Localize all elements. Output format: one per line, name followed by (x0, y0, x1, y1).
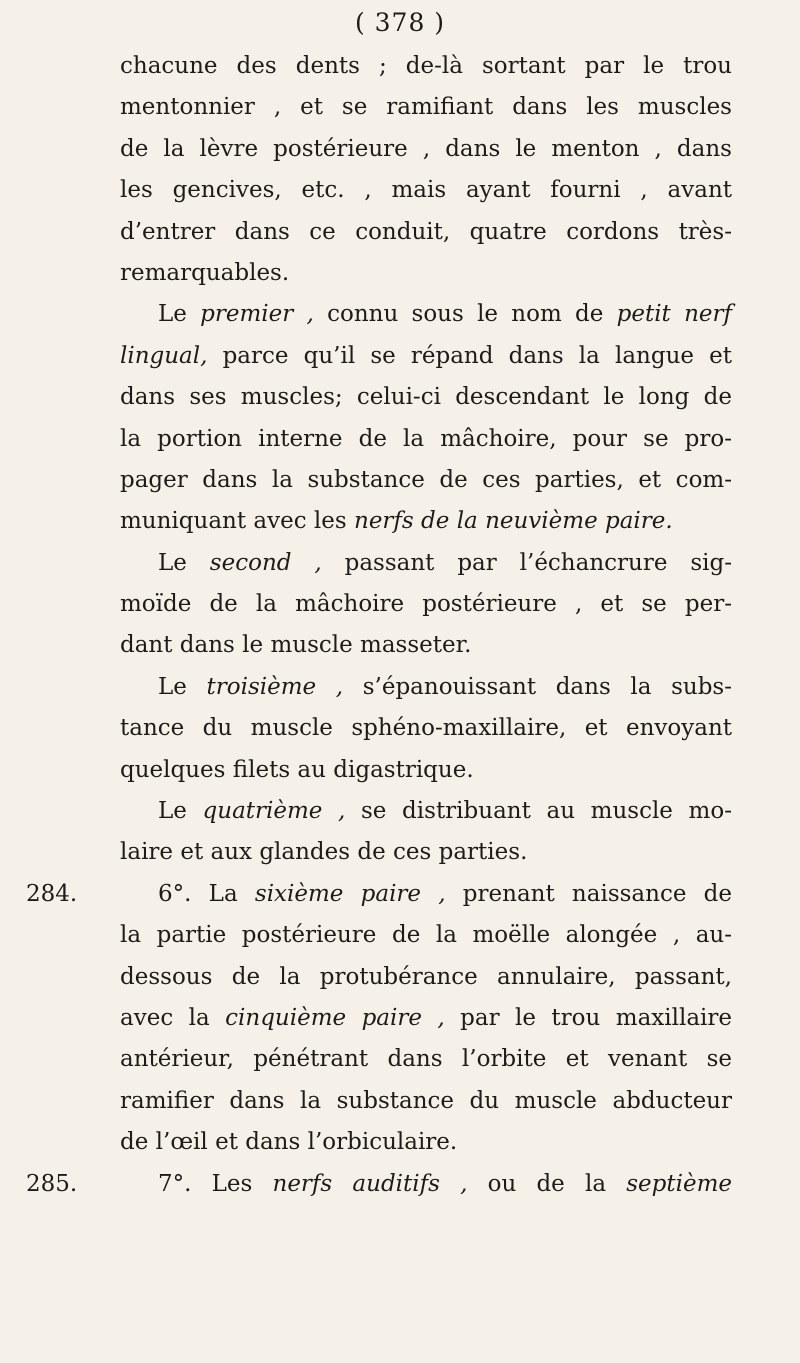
text-line (120, 791, 732, 832)
text-line (120, 957, 732, 998)
page-number: ( 378 ) (354, 8, 446, 37)
italic-text: cinquième paire , (225, 1004, 445, 1031)
italic-text: lingual, (120, 342, 208, 369)
italic-text: quatrième , (202, 798, 346, 825)
text-run: mentonnier , et se ramifiant dans les muscles (120, 94, 732, 121)
text-line (120, 377, 732, 418)
text-line (26, 1164, 733, 1205)
text-run: par le trou maxillaire (444, 1004, 733, 1031)
text-line (120, 667, 732, 708)
text-line (120, 294, 732, 335)
text-line (120, 998, 732, 1039)
text-run: moïde de la mâchoire postérieure , et se per- (120, 591, 732, 618)
text-line (120, 460, 732, 501)
text-line (120, 129, 732, 170)
text-line (120, 625, 732, 666)
text-line (26, 874, 733, 915)
text-run: quelques filets au digastrique. (120, 756, 474, 783)
text-run: muniquant avec les (120, 508, 354, 535)
text-line (120, 1081, 732, 1122)
text-line (120, 253, 732, 294)
text-line (120, 584, 732, 625)
paragraph-number: 285. (26, 1170, 78, 1197)
italic-text: nerfs auditifs , (272, 1170, 468, 1197)
text-run: de l’œil et dans l’orbiculaire. (120, 1129, 458, 1156)
text-run: la portion interne de la mâchoire, pour se pro- (120, 425, 732, 452)
text-run: d’entrer dans ce conduit, quatre cordons très- (120, 218, 732, 245)
text-run: ramifier dans la substance du muscle abducteur (120, 1087, 732, 1114)
text-run: antérieur, pénétrant dans l’orbite et venant se (120, 1046, 732, 1073)
text-run: 6°. La (158, 880, 255, 907)
text-line (120, 1122, 732, 1163)
text-run: Le (158, 301, 201, 328)
text-line (120, 708, 732, 749)
text-line (120, 1039, 732, 1080)
text-run: s’épanouissant dans la subs- (343, 673, 732, 700)
italic-text: petit nerf (616, 301, 732, 328)
text-line (120, 501, 732, 542)
text-line (120, 832, 732, 873)
text-run: ou de la (467, 1170, 627, 1197)
text-run: tance du muscle sphéno-maxillaire, et envoyant (120, 715, 732, 742)
text-run: Le (158, 798, 203, 825)
text-run: remarquables. (120, 259, 290, 286)
italic-text: premier , (200, 301, 314, 328)
text-run: passant par l’échancrure sig- (321, 549, 732, 576)
text-line (120, 915, 732, 956)
body-text (26, 46, 733, 1205)
text-run: Le (158, 673, 207, 700)
text-run: pager dans la substance de ces parties, et com- (120, 466, 732, 493)
text-line (120, 543, 732, 584)
italic-text: troisième , (206, 673, 344, 700)
text-line (120, 419, 732, 460)
text-line (120, 46, 732, 87)
paragraph-number: 284. (26, 880, 78, 907)
text-run: la partie postérieure de la moëlle alongée , au- (120, 922, 732, 949)
text-line (120, 750, 732, 791)
text-line (120, 212, 732, 253)
text-run: dant dans le muscle masseter. (120, 632, 472, 659)
text-run: de la lèvre postérieure , dans le menton , dans (120, 135, 732, 162)
text-run: chacune des dents ; de-là sortant par le trou (120, 53, 732, 79)
text-run: se distribuant au muscle mo- (345, 798, 732, 825)
text-run: connu sous le nom de (313, 301, 617, 328)
text-run: dessous de la protubérance annulaire, passant, (120, 963, 732, 990)
text-run: prenant naissance de (445, 880, 733, 907)
italic-text: second , (209, 549, 322, 576)
text-run: dans ses muscles; celui-ci descendant le long de (120, 384, 732, 411)
text-run: laire et aux glandes de ces parties. (120, 839, 528, 866)
italic-text: septième (626, 1170, 733, 1197)
text-run: avec la (120, 1004, 226, 1031)
text-run: parce qu’il se répand dans la langue et (207, 342, 732, 369)
text-line (120, 336, 732, 377)
text-run: 7°. Les (158, 1170, 273, 1197)
italic-text: sixième paire , (254, 880, 446, 907)
italic-text: nerfs de la neuvième paire. (354, 508, 673, 535)
text-line (120, 87, 732, 128)
text-run: les gencives, etc. , mais ayant fourni , avant (120, 177, 732, 204)
text-line (120, 170, 732, 211)
text-run: Le (158, 549, 210, 576)
